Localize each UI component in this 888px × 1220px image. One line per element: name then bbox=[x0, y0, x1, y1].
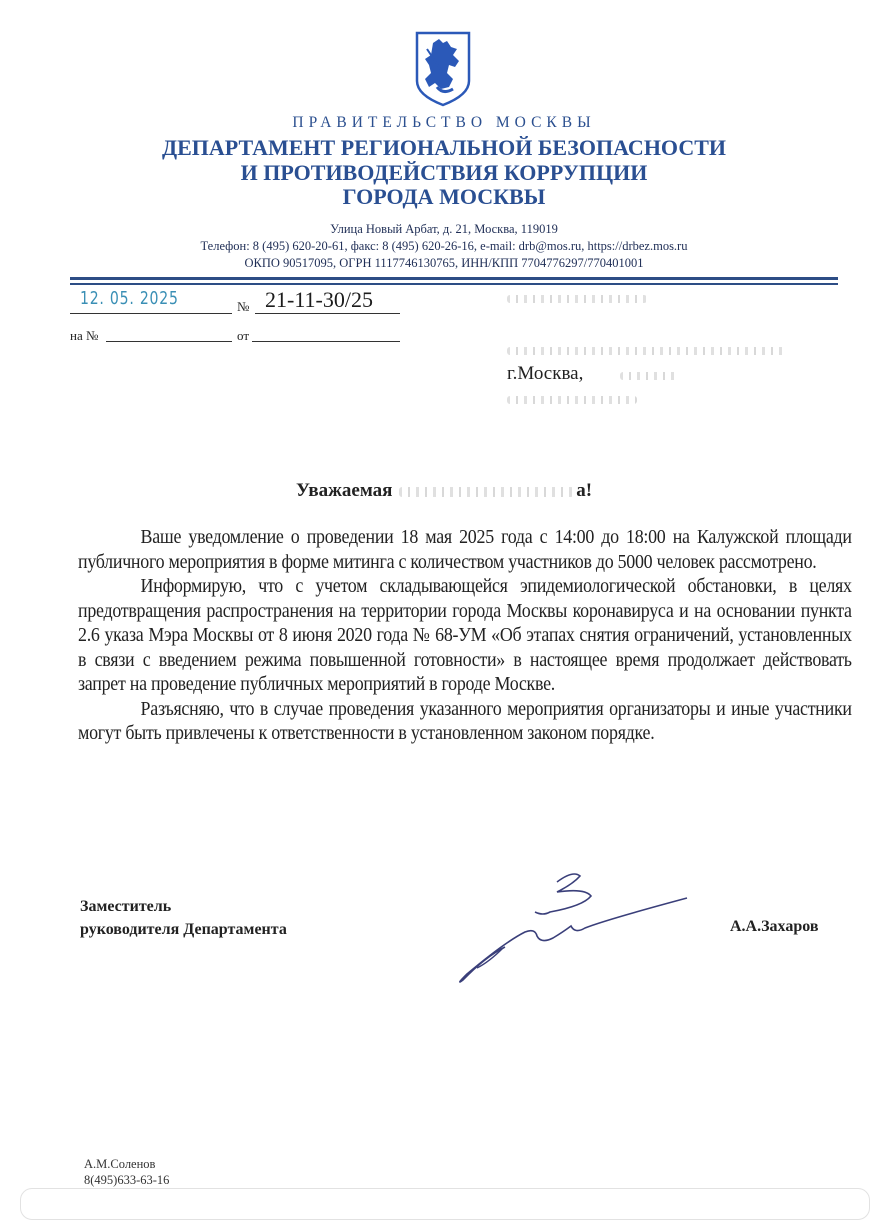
letter-body bbox=[78, 526, 852, 747]
letter-date-stamp: 12. 05. 2025 bbox=[80, 288, 179, 309]
reply-date-underline bbox=[252, 341, 400, 342]
outgoing-number: 21-11-30/25 bbox=[265, 287, 373, 312]
recipient-address-redacted bbox=[507, 347, 787, 355]
signatory-name: А.А.Захаров bbox=[730, 918, 819, 935]
reply-date-label: от bbox=[237, 328, 250, 343]
executor-phone: 8(495)633-63-16 bbox=[84, 1173, 170, 1187]
reply-to-number-label: на № bbox=[70, 328, 99, 343]
signatory-title-line: руководителя Департамента bbox=[80, 921, 287, 938]
executor-info bbox=[84, 1156, 169, 1188]
handwritten-signature bbox=[445, 862, 695, 987]
department-line: ГОРОДА МОСКВЫ bbox=[342, 184, 546, 209]
recipient-index-redacted bbox=[620, 372, 680, 380]
greeting bbox=[0, 480, 888, 502]
government-title: ПРАВИТЕЛЬСТВО МОСКВЫ bbox=[292, 114, 596, 131]
reply-number-underline bbox=[106, 341, 232, 342]
contacts: Телефон: 8 (495) 620-20-61, факс: 8 (495) 620-26-16, e-mail: drb@mos.ru, https://drbez.mos.ru bbox=[200, 239, 688, 253]
paragraph: Разъясняю, что в случае проведения указанного мероприятия организаторы и иные участники могут быть привлечены к ответственности в установленном законом порядке. bbox=[78, 698, 852, 744]
paragraph: Ваше уведомление о проведении 18 мая 2025 года с 14:00 до 18:00 на Калужской площади публичного мероприятия в форме митинга с количеством участников до 5000 человек рассмотрено. bbox=[78, 527, 852, 573]
recipient-name-redacted bbox=[507, 295, 647, 303]
signatory-title bbox=[80, 895, 287, 941]
address: Улица Новый Арбат, д. 21, Москва, 119019 bbox=[330, 222, 558, 236]
greeting-name-redacted bbox=[399, 487, 574, 497]
number-underline bbox=[255, 313, 400, 314]
greeting-salutation: Уважаемая bbox=[295, 480, 393, 501]
department-contacts bbox=[0, 221, 888, 272]
moscow-coat-of-arms-icon bbox=[413, 29, 473, 107]
department-line: И ПРОТИВОДЕЙСТВИЯ КОРРУПЦИИ bbox=[240, 159, 648, 185]
recipient-city: г.Москва, bbox=[507, 363, 584, 384]
recipient-extra-redacted bbox=[507, 396, 637, 404]
header-divider-thin bbox=[70, 283, 838, 285]
executor-name: А.М.Соленов bbox=[84, 1157, 156, 1171]
number-label: № bbox=[237, 299, 250, 314]
paragraph: Информирую, что с учетом складывающейся эпидемиологической обстановки, в целях предотвращения распространения на территории города Москвы коронавируса и на основании пункта 2.6 указа Мэра Москвы от 8 июня 2020 года № 68-УМ «Об этапах снятия ограничений, установленных в связи с введением режима повышенной готовности» в настоящее время продолжает действовать запрет на проведение публичных мероприятий в городе Москве. bbox=[78, 576, 852, 695]
signatory-title-line: Заместитель bbox=[80, 898, 172, 915]
registration-codes: ОКПО 90517095, ОГРН 1117746130765, ИНН/КПП 7704776297/770401001 bbox=[244, 256, 644, 270]
department-line: ДЕПАРТАМЕНТ РЕГИОНАЛЬНОЙ БЕЗОПАСНОСТИ bbox=[162, 135, 726, 160]
greeting-end: а! bbox=[576, 480, 593, 501]
date-underline bbox=[70, 313, 232, 314]
overlay-frame-edge bbox=[20, 1188, 870, 1220]
header-divider bbox=[70, 277, 838, 280]
department-name bbox=[0, 136, 888, 210]
